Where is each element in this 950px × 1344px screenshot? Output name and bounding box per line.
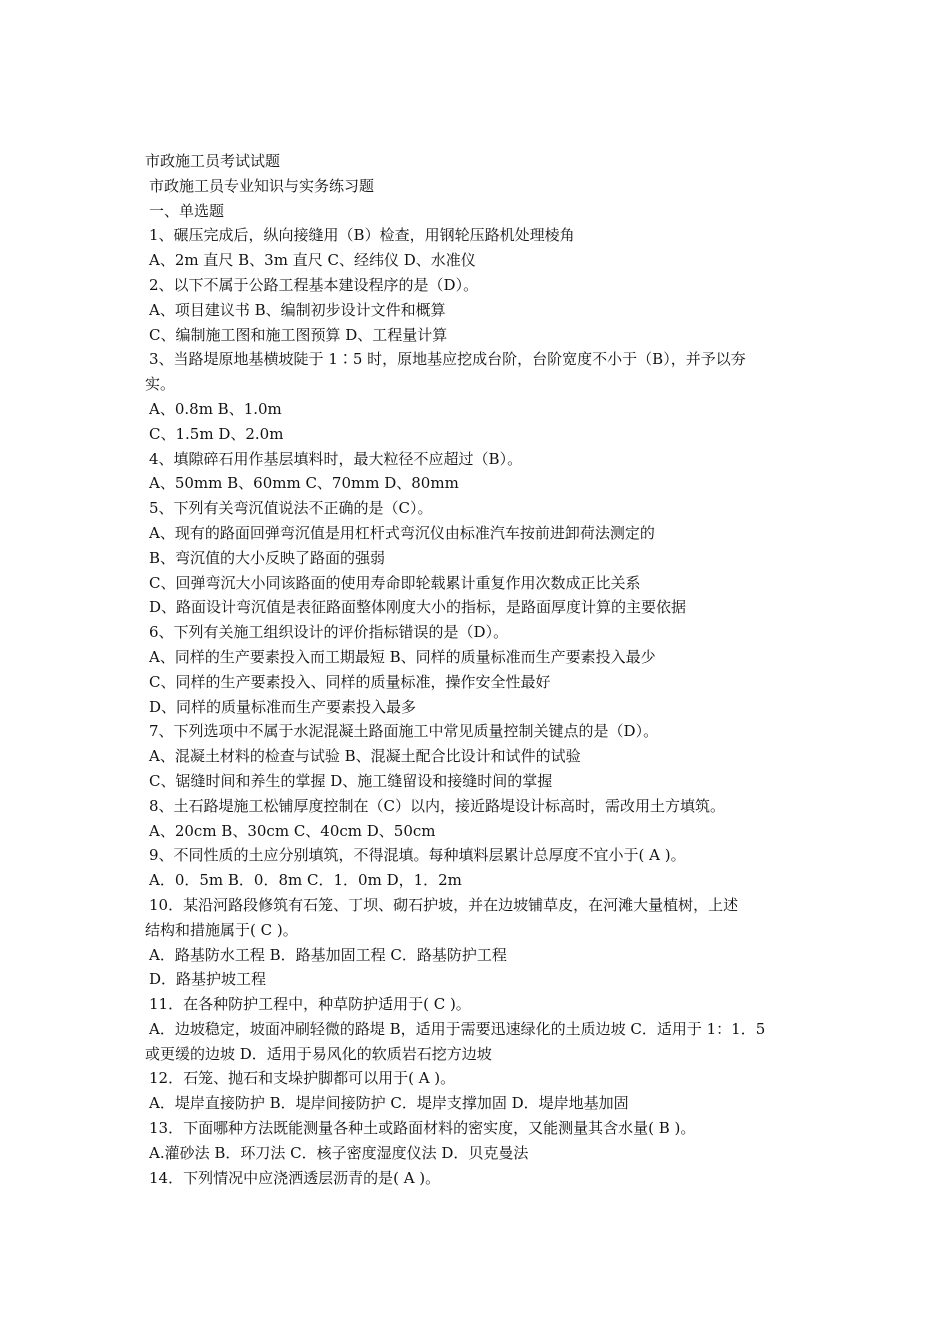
text-line: C、锯缝时间和养生的掌握 D、施工缝留设和接缝时间的掌握 [149, 771, 553, 790]
text-line: 14．下列情况中应浇洒透层沥青的是( A )。 [149, 1168, 441, 1187]
text-line: A、20cm B、30cm C、40cm D、50cm [149, 821, 436, 840]
text-line: 5、下列有关弯沉值说法不正确的是（C）。 [149, 499, 433, 518]
text-line: 10．某沿河路段修筑有石笼、丁坝、砌石护坡，并在边坡铺草皮，在河滩大量植树，上述 [149, 895, 739, 914]
text-line: 12．石笼、抛石和支垛护脚都可以用于( A )。 [149, 1069, 456, 1088]
text-line: 4、填隙碎石用作基层填料时，最大粒径不应超过（B）。 [149, 449, 523, 468]
text-line: 1、碾压完成后，纵向接缝用（B）检查，用钢轮压路机处理棱角 [149, 226, 575, 245]
text-line: 11．在各种防护工程中，种草防护适用于( C )。 [149, 995, 471, 1014]
text-line: 9、不同性质的土应分别填筑，不得混填。每种填料层累计总厚度不宜小于( A )。 [149, 846, 686, 865]
text-line: C、1.5m D、2.0m [149, 424, 284, 443]
text-line: A、现有的路面回弹弯沉值是用杠杆式弯沉仪由标准汽车按前进卸荷法测定的 [149, 523, 655, 542]
text-line: D、路面设计弯沉值是表征路面整体刚度大小的指标，是路面厚度计算的主要依据 [149, 598, 687, 617]
question-list [145, 223, 815, 1190]
text-line: A、2m 直尺 B、3m 直尺 C、经纬仪 D、水准仪 [149, 251, 476, 270]
text-line: A、项目建议书 B、编制初步设计文件和概算 [149, 300, 446, 319]
text-line: B、弯沉值的大小反映了路面的强弱 [149, 548, 386, 567]
text-line: A、同样的生产要素投入而工期最短 B、同样的质量标准而生产要素投入最少 [149, 647, 656, 666]
text-line: C、回弹弯沉大小同该路面的使用寿命即轮载累计重复作用次数成正比关系 [149, 573, 641, 592]
text-line: 6、下列有关施工组织设计的评价指标错误的是（D）。 [149, 623, 509, 642]
text-line: A．0．5m B．0．8m C．1．0m D，1．2m [149, 871, 462, 890]
text-line: 8、土石路堤施工松铺厚度控制在（C）以内，接近路堤设计标高时，需改用土方填筑。 [149, 796, 726, 815]
text-line: D、同样的质量标准而生产要素投入最多 [149, 697, 417, 716]
text-line: 7、下列选项中不属于水泥混凝土路面施工中常见质量控制关键点的是（D）。 [149, 722, 659, 741]
text-line: A、混凝土材料的检查与试验 B、混凝土配合比设计和试件的试验 [149, 747, 581, 766]
text-line: 2、以下不属于公路工程基本建设程序的是（D）。 [149, 275, 479, 294]
text-line: A．堤岸直接防护 B．堤岸间接防护 C．堤岸支撑加固 D．堤岸地基加固 [149, 1094, 629, 1113]
text-line: C、同样的生产要素投入、同样的质量标准，操作安全性最好 [149, 672, 551, 691]
text-line: A.灌砂法 B．环刀法 C．核子密度湿度仪法 D．贝克曼法 [149, 1143, 529, 1162]
text-line: D．路基护坡工程 [149, 970, 267, 989]
text-line: A、0.8m B、1.0m [149, 399, 282, 418]
text-line: 结构和措施属于( C )。 [145, 920, 298, 939]
text-line: A．路基防水工程 B．路基加固工程 C．路基防护工程 [149, 945, 507, 964]
document-title: 市政施工员考试试题 [145, 152, 281, 170]
text-line: A、50mm B、60mm C、70mm D、80mm [149, 474, 459, 493]
text-line: 或更缓的边坡 D．适用于易风化的软质岩石挖方边坡 [145, 1044, 492, 1063]
document-body [145, 149, 815, 1190]
text-line: 3、当路堤原地基横坡陡于 1∶5 时，原地基应挖成台阶，台阶宽度不小于（B），并予以夯 [149, 350, 746, 369]
document-subtitle: 市政施工员专业知识与实务练习题 [149, 176, 375, 195]
text-line: A．边坡稳定，坡面冲刷轻微的路堤 B，适用于需要迅速绿化的土质边坡 C．适用于 1：1．5 [149, 1019, 766, 1038]
text-line: 13．下面哪种方法既能测量各种土或路面材料的密实度，又能测量其含水量( B )。 [149, 1119, 696, 1138]
text-line: 实。 [145, 375, 176, 394]
section-heading: 一、单选题 [149, 201, 225, 220]
text-line: C、编制施工图和施工图预算 D、工程量计算 [149, 325, 448, 344]
